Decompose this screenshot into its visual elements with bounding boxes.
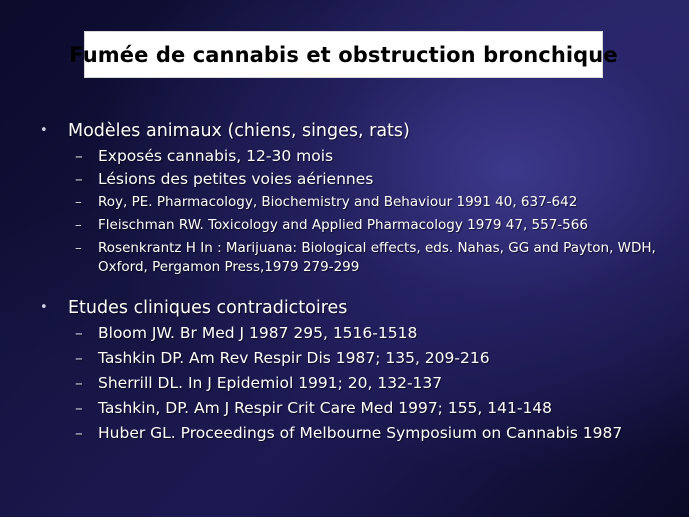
list-item-text: Bloom JW. Br Med J 1987 295, 1516-1518 bbox=[98, 324, 418, 342]
list-item bbox=[40, 371, 680, 396]
list-item bbox=[40, 191, 680, 214]
dash-icon: – bbox=[75, 240, 82, 256]
bullet-icon: • bbox=[40, 123, 48, 138]
list-item-text: Huber GL. Proceedings of Melbourne Symposium on Cannabis 1987 bbox=[98, 424, 623, 442]
section-heading-row bbox=[40, 118, 680, 144]
list-item bbox=[40, 396, 680, 421]
dash-icon: – bbox=[75, 217, 82, 233]
dash-icon: – bbox=[75, 194, 82, 210]
list-item-text: Fleischman RW. Toxicology and Applied Pharmacology 1979 47, 557-566 bbox=[98, 217, 588, 233]
list-item bbox=[40, 346, 680, 371]
list-item-text: Exposés cannabis, 12-30 mois bbox=[98, 147, 334, 165]
dash-icon: – bbox=[75, 399, 83, 417]
slide-title-box bbox=[69, 31, 618, 78]
section-heading-row bbox=[40, 295, 680, 321]
bullet-icon: • bbox=[40, 300, 48, 315]
list-item-text: Tashkin, DP. Am J Respir Crit Care Med 1997; 155, 141-148 bbox=[98, 399, 553, 417]
list-item-text: Tashkin DP. Am Rev Respir Dis 1987; 135, 209-216 bbox=[98, 349, 490, 367]
sub-item-list bbox=[40, 145, 680, 277]
list-item-text: Sherrill DL. In J Epidemiol 1991; 20, 132-137 bbox=[98, 374, 443, 392]
list-item bbox=[40, 168, 680, 191]
section-heading: Modèles animaux (chiens, singes, rats) bbox=[68, 121, 410, 141]
section-heading: Etudes cliniques contradictoires bbox=[68, 298, 348, 318]
list-item bbox=[40, 421, 680, 446]
list-item-text: Lésions des petites voies aériennes bbox=[98, 170, 374, 188]
sub-item-list bbox=[40, 321, 680, 446]
list-item bbox=[40, 237, 688, 277]
dash-icon: – bbox=[75, 424, 83, 442]
list-item bbox=[40, 214, 680, 237]
dash-icon: – bbox=[75, 374, 83, 392]
dash-icon: – bbox=[75, 170, 83, 188]
dash-icon: – bbox=[75, 147, 83, 165]
section-animal-models bbox=[40, 118, 680, 277]
slide-title: Fumée de cannabis et obstruction bronchique bbox=[69, 42, 618, 67]
dash-icon: – bbox=[75, 324, 83, 342]
list-item-text: Roy, PE. Pharmacology, Biochemistry and Behaviour 1991 40, 637-642 bbox=[98, 194, 578, 210]
section-clinical-studies bbox=[40, 295, 680, 446]
list-item-text: Rosenkrantz H In : Marijuana: Biological effects, eds. Nahas, GG and Payton, WDH, Oxford, Pergamon Press,1979 279-299 bbox=[98, 240, 656, 275]
dash-icon: – bbox=[75, 349, 83, 367]
list-item bbox=[40, 321, 680, 346]
list-item bbox=[40, 145, 680, 168]
